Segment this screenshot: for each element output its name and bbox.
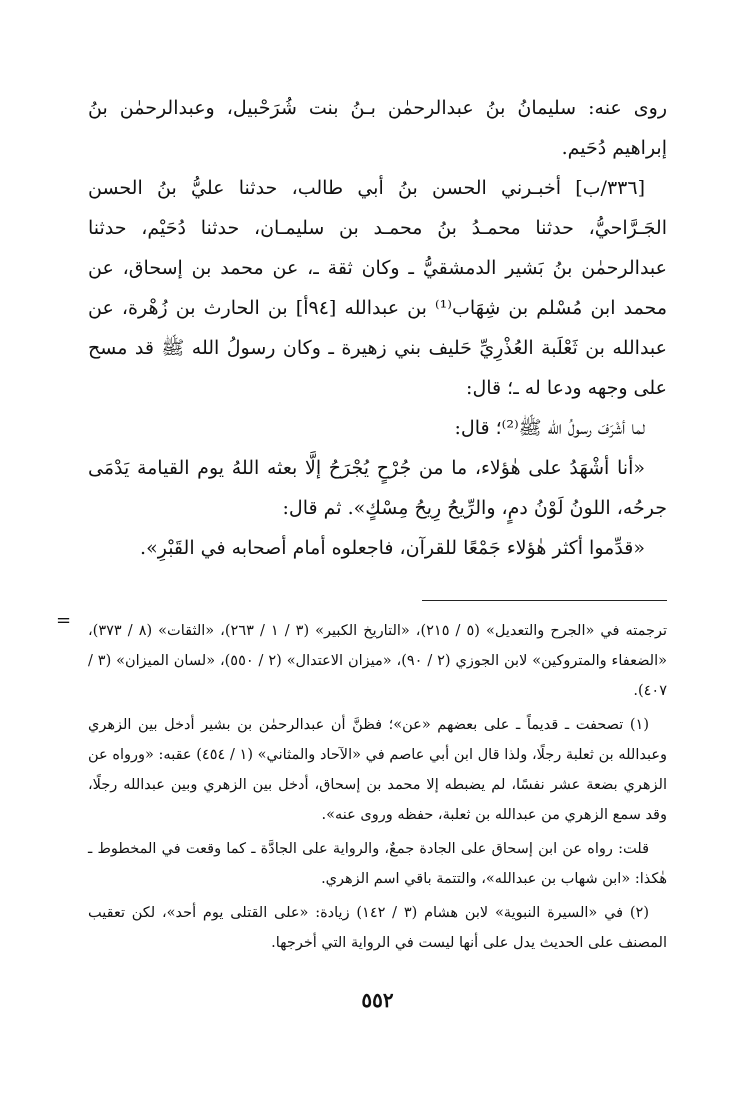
footnote-continued: ترجمته في «الجرح والتعديل» (٥ / ٢١٥)، «التاريخ الكبير» (٣ / ١ / ٢٦٣)، «الثقات» (٨ / ٣٧٣)، «الضعفاء والمتروكين» لابن الجوزي (٢ / ٩٠)، «ميزان الاعتدال» (٢ / ٥٥٠)، «لسان الميزان» (٣ / ٤٠٧).: [88, 623, 667, 699]
hadith-quote-paragraph: «أنا أشْهَدُ على هٰؤلاء، ما من جُرْحٍ يُجْرَحُ إلَّا بعثه اللهُ يوم القيامة يَدْمَى جرحُه، اللونُ لَوْنُ دمٍ، والرِّيحُ رِيحُ مِسْكٍ». ثم قال:: [88, 457, 667, 519]
hadith-isnad-paragraph: [٣٣٦/ب] أخبـرني الحسن بنُ أبي طالب، حدثنا عليُّ بنُ الحسن الجَـرَّاحيُّ، حدثنا محمـدُ بنُ محمـد بن سليمـان، حدثنا دُحَيْم، حدثنا عبدالرحمٰن بنُ بَشير الدمشقيُّ ـ وكان ثقة ـ، عن محمد بن إسحاق، عن محمد ابن مُسْلم بن شِهَاب⁽¹⁾ بن عبدالله [٩٤أ] بن الحارث بن زُهْرة، عن عبدالله بن ثَعْلَبة العُذْرِيِّ حَليف بني زهيرة ـ وكان رسولُ الله ﷺ قد مسح على وجهه ودعا له ـ؛ قال:: [88, 177, 667, 399]
narrators-paragraph: روى عنه: سليمانُ بنُ عبدالرحمٰن بـنُ بنت شُرَحْبيل، وعبدالرحمٰن بنُ إبراهيم دُحَيم.: [88, 97, 667, 159]
footnote-2: (٢) في «السيرة النبوية» لابن هشام (٣ / ١٤٢) زيادة: «على القتلى يوم أحد»، لكن تعقيب المصنف على الحديث يدل على أنها ليست في الرواية التي أخرجها.: [88, 905, 667, 951]
page-number: ٥٥٢: [361, 988, 394, 1012]
continuation-mark: =: [56, 610, 72, 631]
hadith-quote-paragraph: «قدِّموا أكثر هٰؤلاء جَمْعًا للقرآن، فاجعلوه أمام أصحابه في القَبْرِ».: [140, 537, 645, 559]
main-text: [88, 88, 667, 568]
footnote-1: (١) تصحفت ـ قديماً ـ على بعضهم «عن»؛ فظنَّ أن عبدالرحمٰن بن بشير أدخل بين الزهري وعبدالله بن ثعلبة رجلًا، ولذا قال ابن أبي عاصم في «الآحاد والمثاني» (١ / ٤٥٤) عقبه: «ورواه عن الزهري بضعة عشر نفسًا، لم يضبطه إلا محمد بن إسحاق، أدخل بين الزهري وبين عبدالله رجلًا، وقد سمع الزهري من عبدالله بن ثعلبة، حفظه وروى عنه».: [88, 717, 667, 823]
footnote-separator: [422, 600, 667, 601]
footnote-1-remark: قلت: رواه عن ابن إسحاق على الجادة جمعٌ، والرواية على الجادَّة ـ كما وقعت في المخطوط ـ هٰكذا: «ابن شهاب بن عبدالله»، والتتمة باقي اسم الزهري.: [88, 841, 667, 887]
hadith-intro-paragraph: لما أشْرَفَ رسولُ الله ﷺ⁽²⁾؛ قال:: [454, 417, 645, 439]
footnotes: [88, 616, 667, 962]
